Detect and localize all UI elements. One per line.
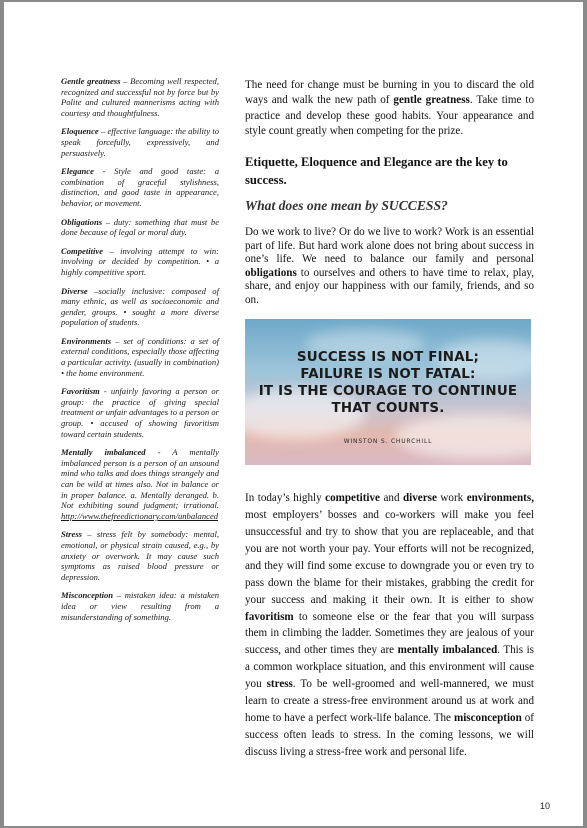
glossary-term: Favoritism bbox=[61, 386, 100, 397]
glossary-term: Stress bbox=[61, 529, 83, 540]
glossary-term: Gentle greatness bbox=[61, 76, 121, 86]
glossary-term: Eloquence bbox=[61, 126, 99, 137]
glossary-term: Elegance bbox=[61, 166, 94, 177]
bold-term: misconception bbox=[453, 711, 522, 724]
section-heading: Etiquette, Eloquence and Elegance are the key to success. bbox=[245, 155, 508, 188]
main-column bbox=[245, 78, 534, 761]
glossary-entry: Favoritism - unfairly favoring a person or group: the practice of giving special treatment or unfair advantages to a person or group. • accused of showing favoritism toward certain students. bbox=[61, 386, 219, 439]
text-run: to someone else or the fear that you will surpass them in climbing the ladder. Sometimes they are jealous of your success, and other times they are bbox=[245, 610, 534, 657]
quote-line: IT IS THE COURAGE TO CONTINUE bbox=[258, 384, 518, 400]
bold-term: competitive bbox=[325, 492, 380, 505]
text-run: The need for change must be burning in you to discard the old ways and walk the new path of bbox=[245, 79, 534, 107]
section-subheading: What does one mean by SUCCESS? bbox=[245, 198, 448, 214]
workplace-paragraph bbox=[245, 490, 534, 761]
glossary-definition: stress felt by somebody: mental, emotional, or physical strain caused, e.g., by anxiety or overwork. It may cause such symptoms as raised blood pressure or depression. bbox=[61, 529, 220, 582]
intro-paragraph bbox=[245, 78, 534, 139]
glossary-definition: unfairly favoring a person or group: the practice of giving special treatment or unfair advantages to a person or group. • accused of showing favoritism toward certain students. bbox=[61, 386, 219, 439]
text-run: Do we work to live? Or do we live to work? Work is an essential part of life. But hard work alone does not bring about success in one’s life. We need to balance our family and personal bbox=[245, 226, 534, 266]
glossary-definition: set of conditions: a set of external conditions, especially those affecting a particular activity. (usually in combination) • the home environment. bbox=[61, 335, 220, 378]
glossary-term: Obligations bbox=[61, 216, 103, 227]
glossary-entry: Misconception – mistaken idea: a mistaken idea or view resulting from a misunderstanding of something. bbox=[61, 590, 220, 622]
text-run: most employers’ bosses and co-workers will make you feel unsuccessful and try to show that you are replaceable, and that you are not worth your pay. Your efforts will not be recognized, and they will find some excuse to downgrade you or even try to pass down the blame for their mistakes, grabbing the credit for your success and making it their own. It is either to show bbox=[245, 509, 534, 606]
glossary-definition: A mentally imbalanced person is a person of an unsound mind who talks and does things strangely and can be wild at times also. Not in balance or in proper balance. a. Mentally deranged. b. Not exhibiting sound judgment; irrational. bbox=[61, 447, 219, 511]
glossary-term: Mentally imbalanced bbox=[61, 447, 146, 458]
text-run: . Take time to practice and develop these good habits. Your appearance and style count greatly when competing for the prize. bbox=[245, 94, 534, 137]
bold-term: obligations bbox=[245, 266, 297, 279]
glossary-definition: Becoming well respected, recognized and successful not by force but by Polite and cultured mannerisms acting with courtesy and thoughtfulness. bbox=[61, 76, 219, 118]
work-life-paragraph bbox=[245, 226, 534, 307]
bold-term: gentle greatness bbox=[393, 94, 470, 107]
glossary-definition: mistaken idea: a mistaken idea or view resulting from a misunderstanding of something. bbox=[61, 590, 220, 622]
bold-term: environments, bbox=[466, 492, 534, 505]
text-run: In today’s highly bbox=[245, 492, 326, 505]
glossary-term: Misconception bbox=[61, 590, 114, 601]
glossary-entry: Diverse –socially inclusive: composed of many ethnic, as well as socioeconomic and gender, groups. • sought a more diverse population of students. bbox=[61, 285, 219, 328]
bold-term: mentally imbalanced bbox=[397, 644, 498, 657]
dictionary-link[interactable]: http://www.thefreedictionary.com/unbalanced bbox=[61, 510, 219, 521]
glossary-entry: Competitive – involving attempt to win: involving or decided by competition. • a highly competitive sport. bbox=[61, 245, 220, 277]
glossary-term: Competitive bbox=[61, 245, 104, 256]
glossary-sidebar bbox=[61, 76, 219, 630]
bold-term: diverse bbox=[403, 492, 437, 505]
glossary-term: Environments bbox=[61, 335, 112, 346]
glossary-entry: Gentle greatness – Becoming well respected, recognized and successful not by force but by Polite and cultured mannerisms acting with courtesy and thoughtfulness. bbox=[61, 76, 219, 118]
text-run: work bbox=[436, 492, 467, 505]
glossary-entry: Mentally imbalanced - A mentally imbalanced person is a person of an unsound mind who talks and does things strangely and can be wild at times also. Not in balance or in proper balance. a. Mentally deranged. b. Not exhibiting sound judgment; irrational. http://www.thefreedictionary.com/unbalanced bbox=[61, 447, 219, 521]
glossary-entry: Stress – stress felt by somebody: mental, emotional, or physical strain caused, e.g., by anxiety or overwork. It may cause such symptoms as raised blood pressure or depression. bbox=[61, 529, 220, 582]
text-run: of success often leads to stress. In the coming lessons, we will discuss living a stress-free work and personal life. bbox=[245, 711, 534, 758]
quote-line: THAT COUNTS. bbox=[331, 401, 445, 417]
glossary-definition: involving attempt to win: involving or decided by competition. • a highly competitive sport. bbox=[61, 245, 220, 277]
bold-term: stress bbox=[266, 678, 293, 691]
glossary-entry: Environments – set of conditions: a set of external conditions, especially those affecting a particular activity. (usually in combination) • the home environment. bbox=[61, 335, 220, 378]
bold-term: favoritism bbox=[245, 610, 294, 623]
page-number: 10 bbox=[540, 801, 551, 811]
glossary-definition: Style and good taste: a combination of graceful stylishness, distinction, and good taste in appearance, behavior, or movement. bbox=[61, 166, 219, 208]
glossary-entry: Obligations – duty: something that must be done because of legal or moral duty. bbox=[61, 216, 220, 238]
quote-line: FAILURE IS NOT FATAL: bbox=[300, 367, 476, 383]
text-run: . To be well-groomed and well-mannered, we must learn to create a stress-free environment around us at work and home to have a perfect work-life balance. The bbox=[245, 678, 534, 724]
glossary-definition: effective language: the ability to speak forcefully, expressively, and persuasively. bbox=[61, 126, 220, 158]
text-run: and bbox=[379, 492, 403, 505]
glossary-definition: duty: something that must be done because of legal or moral duty. bbox=[61, 216, 220, 238]
glossary-definition: socially inclusive: composed of many ethnic, as well as socioeconomic and gender, groups. • sought a more diverse population of students. bbox=[61, 285, 219, 328]
text-run: to ourselves and others to have time to relax, play, share, and enjoy our happiness with our family, friends, and so on. bbox=[245, 266, 534, 306]
quote-text bbox=[245, 349, 531, 417]
document-page bbox=[4, 2, 583, 826]
quote-line: SUCCESS IS NOT FINAL; bbox=[296, 350, 480, 366]
glossary-entry: Elegance - Style and good taste: a combination of graceful stylishness, distinction, and good taste in appearance, behavior, or movement. bbox=[61, 166, 219, 208]
churchill-quote-image bbox=[245, 319, 531, 465]
glossary-term: Diverse bbox=[61, 285, 88, 296]
glossary-entry: Eloquence – effective language: the ability to speak forcefully, expressively, and persuasively. bbox=[61, 126, 220, 158]
quote-author: WINSTON S. CHURCHILL bbox=[343, 438, 433, 446]
text-run: . This is a common workplace situation, and this environment will cause you bbox=[245, 644, 534, 691]
